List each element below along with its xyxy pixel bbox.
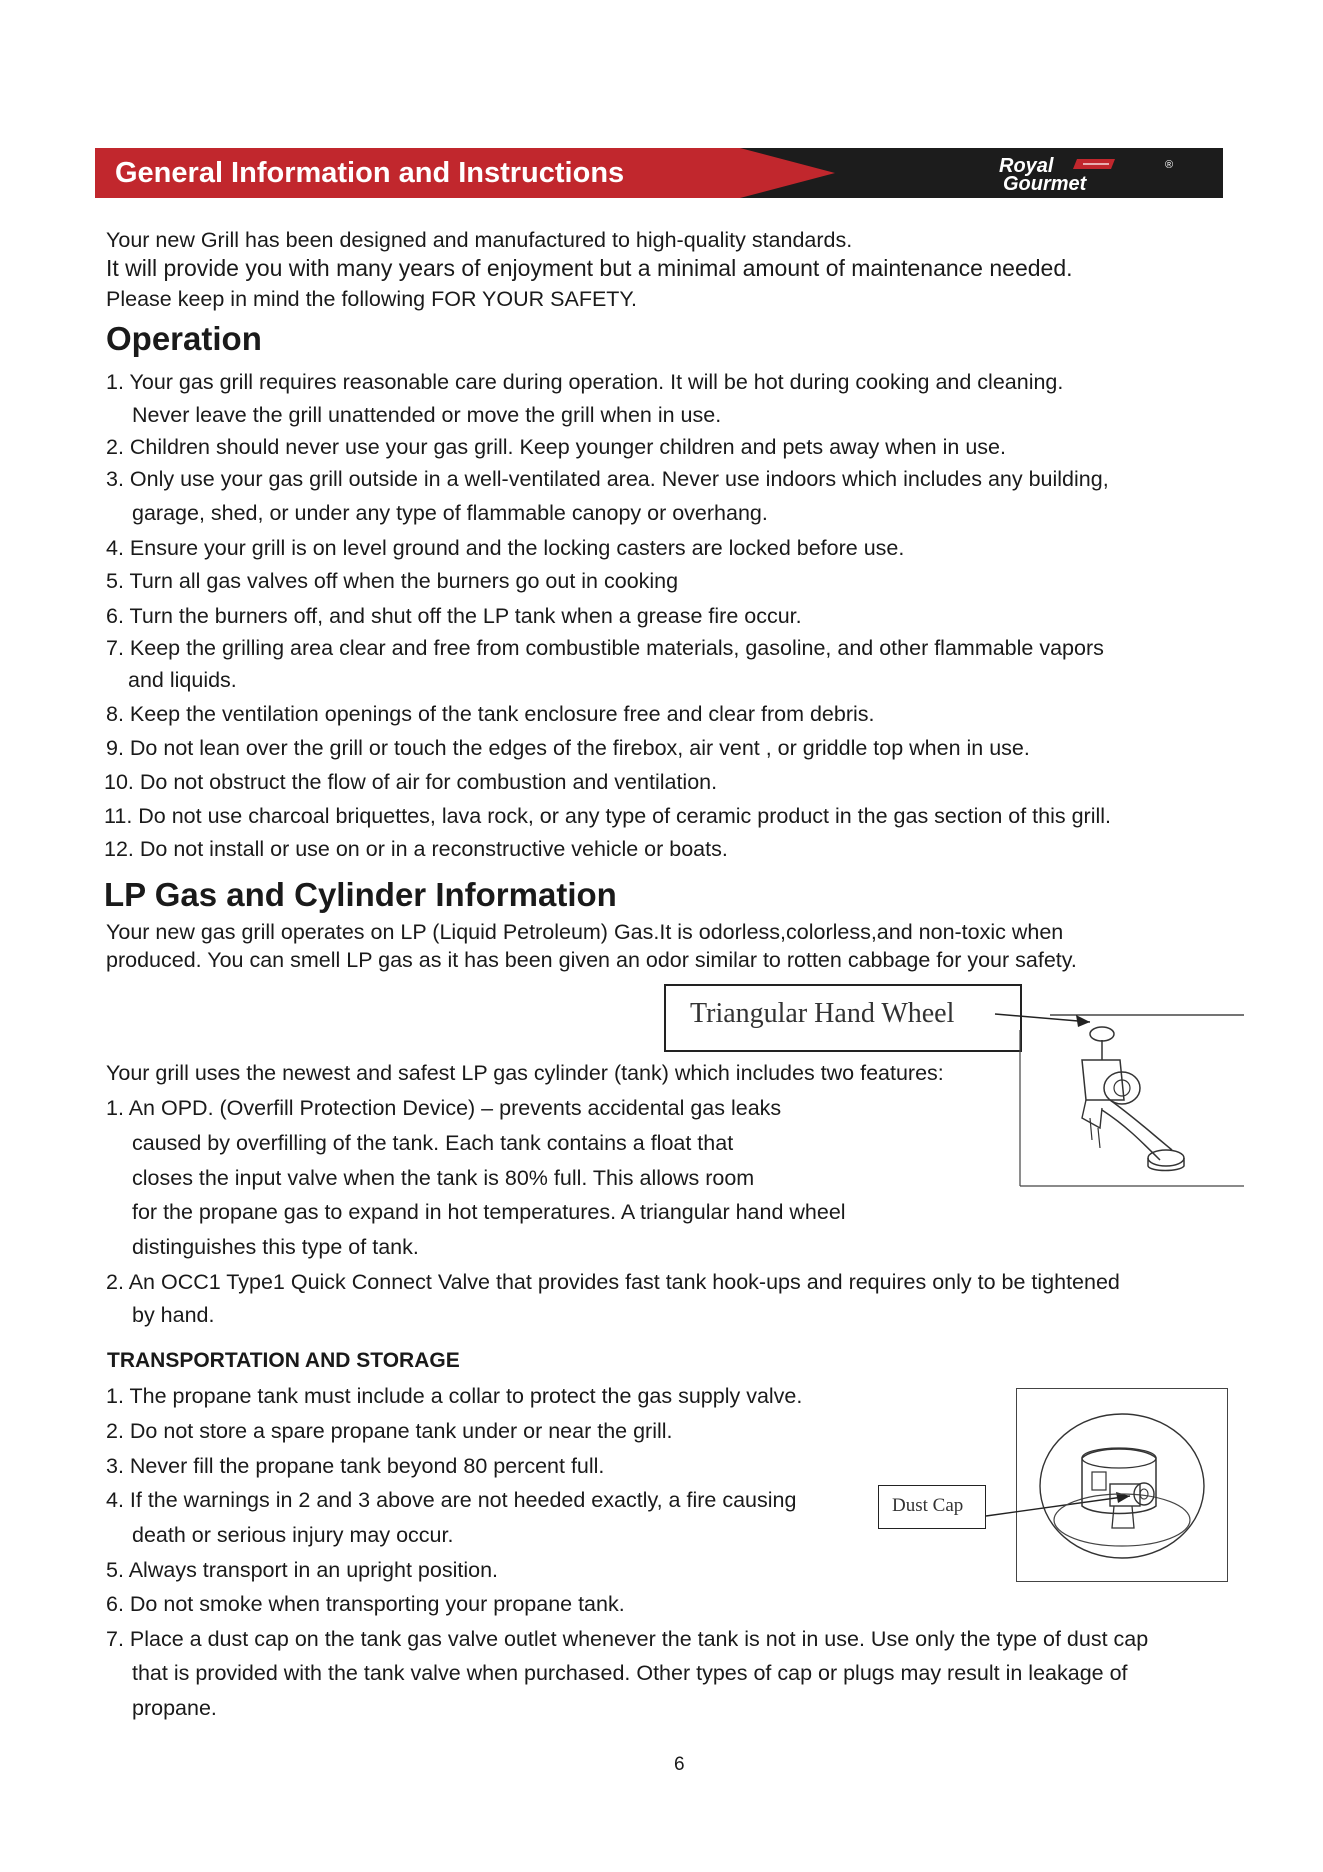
operation-line: 9. Do not lean over the grill or touch the edges of the firebox, air vent , or griddle top when in use.: [106, 736, 1030, 760]
operation-line: 12. Do not install or use on or in a reconstructive vehicle or boats.: [104, 837, 728, 861]
lp-gas-line: closes the input valve when the tank is 80% full. This allows room: [132, 1166, 755, 1190]
lp-gas-line: Your grill uses the newest and safest LP gas cylinder (tank) which includes two features:: [106, 1061, 944, 1085]
intro-line: Your new Grill has been designed and manufactured to high-quality standards.: [106, 228, 853, 252]
lp-gas-line: 2. An OCC1 Type1 Quick Connect Valve that provides fast tank hook-ups and requires only to be tightened: [106, 1270, 1120, 1294]
tank-valve-illustration: [990, 1000, 1250, 1190]
lp-gas-heading: LP Gas and Cylinder Information: [104, 876, 617, 913]
operation-line: and liquids.: [128, 668, 237, 692]
transport-heading: TRANSPORTATION AND STORAGE: [107, 1349, 460, 1372]
operation-line: 8. Keep the ventilation openings of the tank enclosure free and clear from debris.: [106, 702, 875, 726]
transport-line: 1. The propane tank must include a collar to protect the gas supply valve.: [106, 1384, 803, 1408]
dust-cap-illustration: [984, 1388, 1228, 1582]
lp-gas-intro-line: Your new gas grill operates on LP (Liquid Petroleum) Gas.It is odorless,colorless,and non-toxic when: [106, 920, 1064, 944]
operation-line: 6. Turn the burners off, and shut off the LP tank when a grease fire occur.: [106, 604, 802, 628]
operation-line: 7. Keep the grilling area clear and free from combustible materials, gasoline, and other flammable vapors: [106, 636, 1104, 660]
header-banner: [95, 148, 1223, 198]
brand-line-2: Gourmet: [1003, 173, 1087, 194]
triangular-hand-wheel-callout: [664, 984, 1022, 1052]
brand-logo: [995, 154, 1185, 194]
callout-label: Triangular Hand Wheel: [690, 998, 955, 1029]
operation-line: 2. Children should never use your gas grill. Keep younger children and pets away when in use.: [106, 435, 1006, 459]
transport-line: that is provided with the tank valve when purchased. Other types of cap or plugs may result in leakage of: [132, 1661, 1128, 1685]
transport-line: 2. Do not store a spare propane tank under or near the grill.: [106, 1419, 673, 1443]
page-number: 6: [674, 1754, 685, 1775]
dust-cap-callout: [878, 1485, 986, 1529]
operation-heading: Operation: [106, 320, 262, 357]
transport-line: death or serious injury may occur.: [132, 1523, 454, 1547]
lp-gas-intro-line: produced. You can smell LP gas as it has been given an odor similar to rotten cabbage for your safety.: [106, 948, 1077, 972]
lp-gas-line: for the propane gas to expand in hot temperatures. A triangular hand wheel: [132, 1200, 846, 1224]
transport-line: 3. Never fill the propane tank beyond 80 percent full.: [106, 1454, 605, 1478]
intro-line: It will provide you with many years of enjoyment but a minimal amount of maintenance needed.: [106, 255, 1073, 281]
transport-line: 6. Do not smoke when transporting your propane tank.: [106, 1592, 625, 1616]
banner-arrow-shape: [740, 148, 835, 198]
callout-label: Dust Cap: [892, 1495, 964, 1516]
lp-gas-line: 1. An OPD. (Overfill Protection Device) – prevents accidental gas leaks: [106, 1096, 782, 1120]
intro-line: Please keep in mind the following FOR YOUR SAFETY.: [106, 287, 637, 311]
lp-gas-line: caused by overfilling of the tank. Each tank contains a float that: [132, 1131, 734, 1155]
operation-line: 5. Turn all gas valves off when the burners go out in cooking: [106, 569, 679, 593]
transport-line: 7. Place a dust cap on the tank gas valve outlet whenever the tank is not in use. Use only the type of dust cap: [106, 1627, 1149, 1651]
operation-line: 11. Do not use charcoal briquettes, lava rock, or any type of ceramic product in the gas section of this grill.: [104, 804, 1112, 828]
operation-line: Never leave the grill unattended or move the grill when in use.: [132, 403, 722, 427]
operation-line: 10. Do not obstruct the flow of air for combustion and ventilation.: [104, 770, 718, 794]
transport-line: 4. If the warnings in 2 and 3 above are not heeded exactly, a fire causing: [106, 1488, 797, 1512]
page-title: General Information and Instructions: [115, 157, 625, 189]
operation-line: 1. Your gas grill requires reasonable care during operation. It will be hot during cooking and cleaning.: [106, 370, 1064, 394]
transport-line: propane.: [132, 1696, 217, 1720]
operation-line: garage, shed, or under any type of flammable canopy or overhang.: [132, 501, 768, 525]
lp-gas-line: by hand.: [132, 1303, 215, 1327]
transport-line: 5. Always transport in an upright position.: [106, 1558, 498, 1582]
brand-line-1: Royal: [999, 155, 1054, 177]
operation-line: 3. Only use your gas grill outside in a well-ventilated area. Never use indoors which includes any building,: [106, 467, 1109, 491]
lp-gas-line: distinguishes this type of tank.: [132, 1235, 419, 1259]
registered-mark: ®: [1165, 159, 1174, 171]
operation-line: 4. Ensure your grill is on level ground and the locking casters are locked before use.: [106, 536, 905, 560]
